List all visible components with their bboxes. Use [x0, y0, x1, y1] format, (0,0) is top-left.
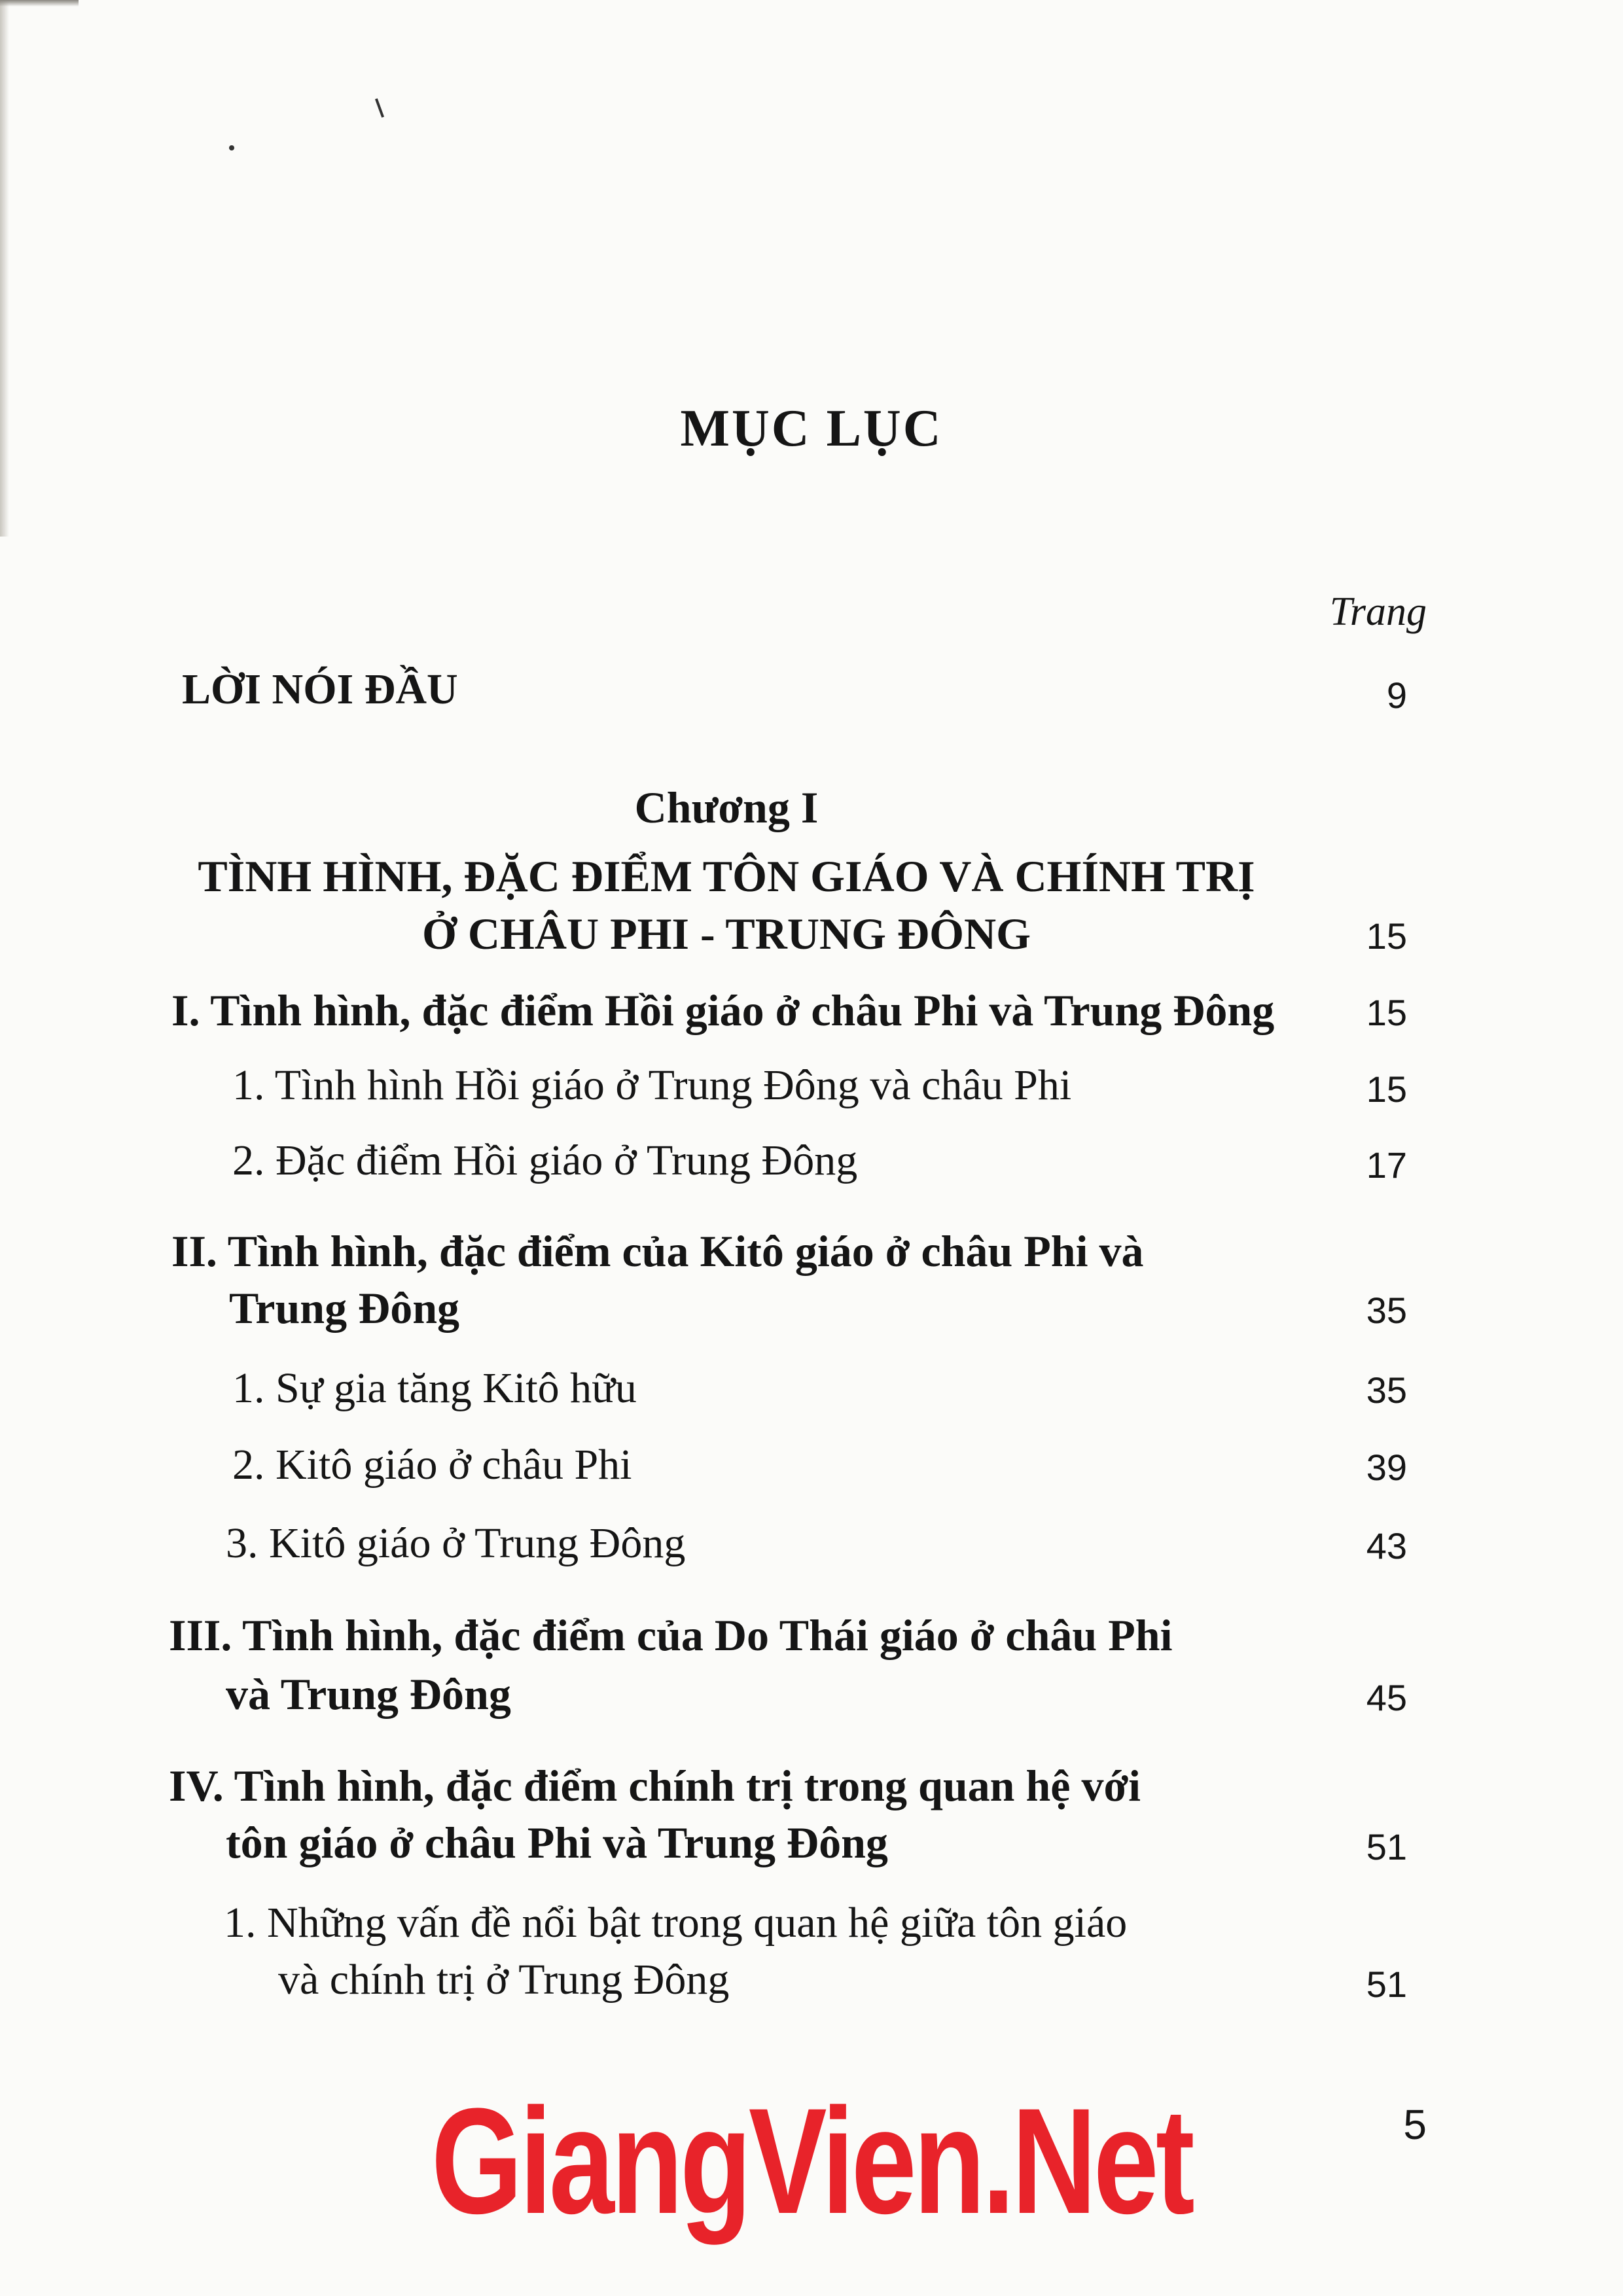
page-column-header: Trang: [1329, 590, 1427, 634]
toc-section-entry-continued: tôn giáo ở châu Phi và Trung Đông: [226, 1818, 888, 1867]
watermark-logo: GiangVien.Net: [431, 2077, 1192, 2245]
toc-section-entry: II. Tình hình, đặc điểm của Kitô giáo ở châu Phi và: [171, 1226, 1144, 1276]
toc-subsection-entry: 2. Đặc điểm Hồi giáo ở Trung Đông: [232, 1137, 858, 1184]
toc-entry-preface: LỜI NÓI ĐẦU: [182, 665, 458, 713]
toc-section-entry: IV. Tình hình, đặc điểm chính trị trong quan hệ với: [169, 1761, 1141, 1810]
toc-section-entry: I. Tình hình, đặc điểm Hồi giáo ở châu Phi và Trung Đông: [171, 985, 1275, 1035]
toc-subsection-entry: 1. Tình hình Hồi giáo ở Trung Đông và châu Phi: [232, 1061, 1072, 1109]
toc-page-number: 43: [1366, 1525, 1407, 1566]
toc-subsection-entry: 2. Kitô giáo ở châu Phi: [232, 1441, 632, 1489]
page-number: 5: [1403, 2101, 1427, 2148]
toc-subsection-entry: 3. Kitô giáo ở Trung Đông: [226, 1519, 686, 1567]
toc-subsection-entry: 1. Sự gia tăng Kitô hữu: [232, 1364, 637, 1412]
toc-section-entry-continued: Trung Đông: [229, 1283, 460, 1333]
scan-speck: [375, 98, 384, 118]
scan-corner-mark: [0, 0, 79, 7]
chapter-title-line: TÌNH HÌNH, ĐẶC ĐIỂM TÔN GIÁO VÀ CHÍNH TRỊ: [198, 851, 1255, 901]
chapter-title-line: Ở CHÂU PHI - TRUNG ĐÔNG: [422, 909, 1031, 959]
toc-page-number: 15: [1366, 992, 1407, 1033]
toc-section-entry-continued: và Trung Đông: [226, 1669, 511, 1719]
toc-page-number: 15: [1366, 915, 1407, 957]
toc-page-number: 39: [1366, 1447, 1407, 1488]
toc-page-number: 35: [1366, 1369, 1407, 1411]
toc-page-number: 17: [1366, 1144, 1407, 1186]
toc-section-entry: III. Tình hình, đặc điểm của Do Thái giáo ở châu Phi: [169, 1610, 1173, 1660]
toc-page-number: 51: [1366, 1826, 1407, 1867]
toc-page-number: 35: [1366, 1290, 1407, 1331]
toc-page-number: 9: [1386, 675, 1407, 716]
toc-page-number: 15: [1366, 1069, 1407, 1110]
toc-page-number: 45: [1366, 1677, 1407, 1718]
scan-speck: [229, 145, 234, 150]
toc-subsection-entry-continued: và chính trị ở Trung Đông: [278, 1956, 730, 2004]
toc-subsection-entry: 1. Những vấn đề nổi bật trong quan hệ giữa tôn giáo: [224, 1899, 1128, 1947]
toc-page-number: 51: [1366, 1964, 1407, 2005]
page-title: MỤC LỤC: [680, 400, 943, 457]
chapter-label: Chương I: [634, 783, 819, 832]
